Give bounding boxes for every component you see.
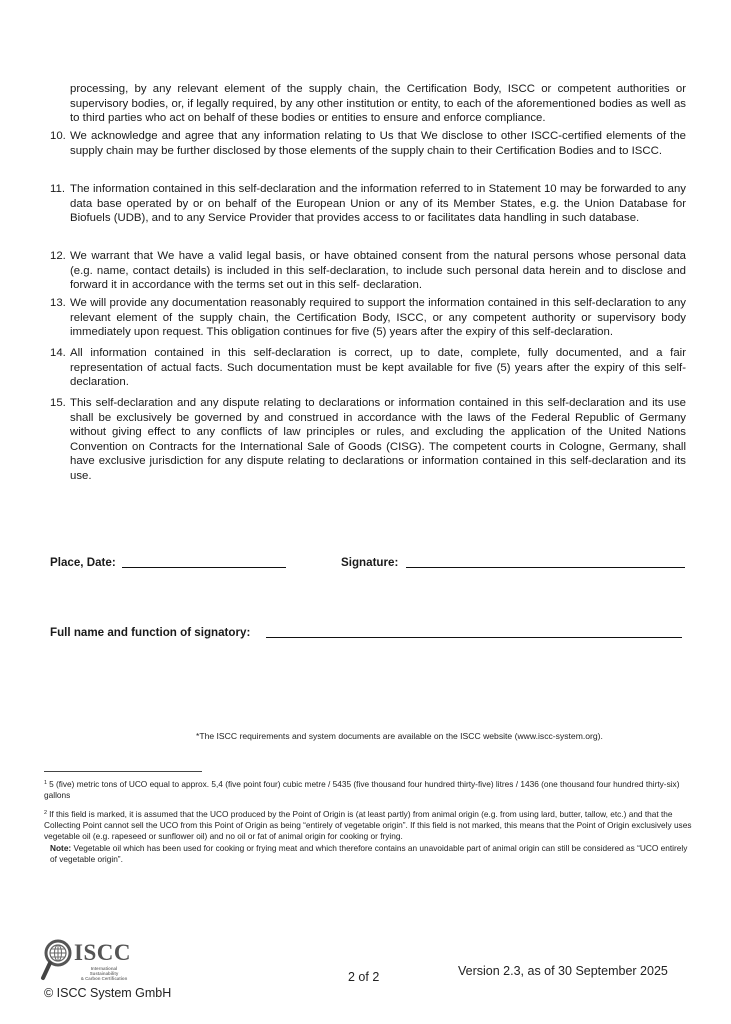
footnote-mark: 2 (44, 810, 48, 816)
statement-number: 12. (50, 250, 66, 262)
footnote-note (44, 843, 694, 865)
statement-13 (50, 296, 686, 340)
logo-subtitle (76, 966, 132, 981)
logo-subtitle-line-2: & Carbon Certification (80, 976, 128, 981)
statement-number: 15. (50, 397, 66, 409)
statement-number: 10. (50, 130, 66, 142)
statement-text: We acknowledge and agree that any information relating to Us that We disclose to other ISCC-certified elements of the supply chain may be further disclosed by those elements of the supply chain to their Certification Bodies and to ISCC. (70, 130, 686, 157)
footnote-text: If this field is marked, it is assumed that the UCO produced by the Point of Origin is (at least partly) from animal origin (e.g. from using lard, butter, tallow, etc.) and that the Collecting Point cannot sell the UCO from this Point of Origin as being “entirely of vegetable origin”. If this field is not marked, this means that the Point of Origin exclusively uses vegetable oil (e.g. rapeseed or sunflower oil) and no oil or fat of animal origin for cooking or frying. (44, 809, 692, 842)
logo-subtitle-line-1: International Sustainability (89, 966, 119, 976)
note-text: Vegetable oil which has been used for cooking or frying meat and which therefore contains an unavoidable part of animal origin can still be considered as “UCO entirely of vegetable origin”. (50, 842, 688, 864)
full-name-field[interactable] (266, 637, 682, 638)
place-date-field[interactable] (122, 567, 286, 568)
place-date-label: Place, Date: (50, 556, 116, 569)
statement-9-continuation: processing, by any relevant element of the supply chain, the Certification Body, ISCC or competent authorities or supervisory bodies, or, if legally required, by any other institution or entity, to each of the aforementioned bodies as well as to third parties who act on behalf of these bodies or entities to ensure and enforce compliance. (70, 83, 686, 125)
iscc-logo (40, 938, 160, 982)
page-number: 2 of 2 (348, 970, 380, 984)
footnote-2 (44, 809, 694, 865)
statement-text: The information contained in this self-declaration and the information referred to in Statement 10 may be forwarded to any data base operated by or on behalf of the European Union or any of its Member States, e.g. the Union Database for Biofuels (UDB), and to any Service Provider that provides access to or facilitates data handling in such database. (70, 183, 686, 225)
signature-field[interactable] (406, 567, 685, 568)
website-note: *The ISCC requirements and system documents are available on the ISCC website (www.iscc-system.org). (196, 731, 603, 741)
footnote-1 (44, 779, 694, 801)
statement-text: We warrant that We have a valid legal basis, or have obtained consent from the natural persons whose personal data (e.g. name, contact details) is included in this self-declaration, to include such personal data herein and to disclose and forward it in accordance with the terms set out in this self- declaration. (70, 250, 686, 292)
full-name-label: Full name and function of signatory: (50, 626, 251, 639)
footnote-separator (44, 771, 202, 772)
logo-wordmark: ISCC (74, 940, 131, 965)
statement-text: We will provide any documentation reasonably required to support the information contained in this self-declaration to any relevant element of the supply chain, the Certification Body, ISCC, or any competent authority or supervisory body immediately upon request. This obligation continues for five (5) years after the expiry of this self-declaration. (70, 297, 686, 339)
statement-number: 14. (50, 347, 66, 359)
version-info: Version 2.3, as of 30 September 2025 (458, 964, 668, 978)
signature-label: Signature: (341, 556, 399, 569)
statement-number: 13. (50, 297, 66, 309)
copyright: © ISCC System GmbH (44, 986, 172, 1000)
note-label: Note: (50, 842, 72, 853)
statement-10 (50, 129, 686, 158)
statement-text: This self-declaration and any dispute relating to declarations or information contained in this self-declaration and its use shall be exclusively be governed by and construed in accordance with the laws of the Federal Republic of Germany without giving effect to any conflicts of law principles or rules, and excluding the application of the United Nations Convention on Contracts for the International Sale of Goods (CISG). The competent courts in Cologne, Germany, shall have exclusive jurisdiction for any dispute relating to declarations or information contained in this self-declaration and its use. (70, 397, 686, 482)
footnote-mark: 1 (44, 780, 48, 786)
statement-11 (50, 182, 686, 226)
statement-number: 11. (50, 183, 65, 195)
statement-12 (50, 249, 686, 293)
statement-text: All information contained in this self-declaration is correct, up to date, complete, fully documented, and a fair representation of actual facts. Such documentation must be kept available for five (5) years after the expiry of this self-declaration. (70, 347, 686, 389)
footnote-text: 5 (five) metric tons of UCO equal to approx. 5,4 (five point four) cubic metre / 5435 (five thousand four hundred thirty-five) litres / 1436 (one thousand four hundred thirty-six) gallons (44, 779, 680, 801)
statement-14 (50, 346, 686, 390)
statement-15 (50, 396, 686, 484)
